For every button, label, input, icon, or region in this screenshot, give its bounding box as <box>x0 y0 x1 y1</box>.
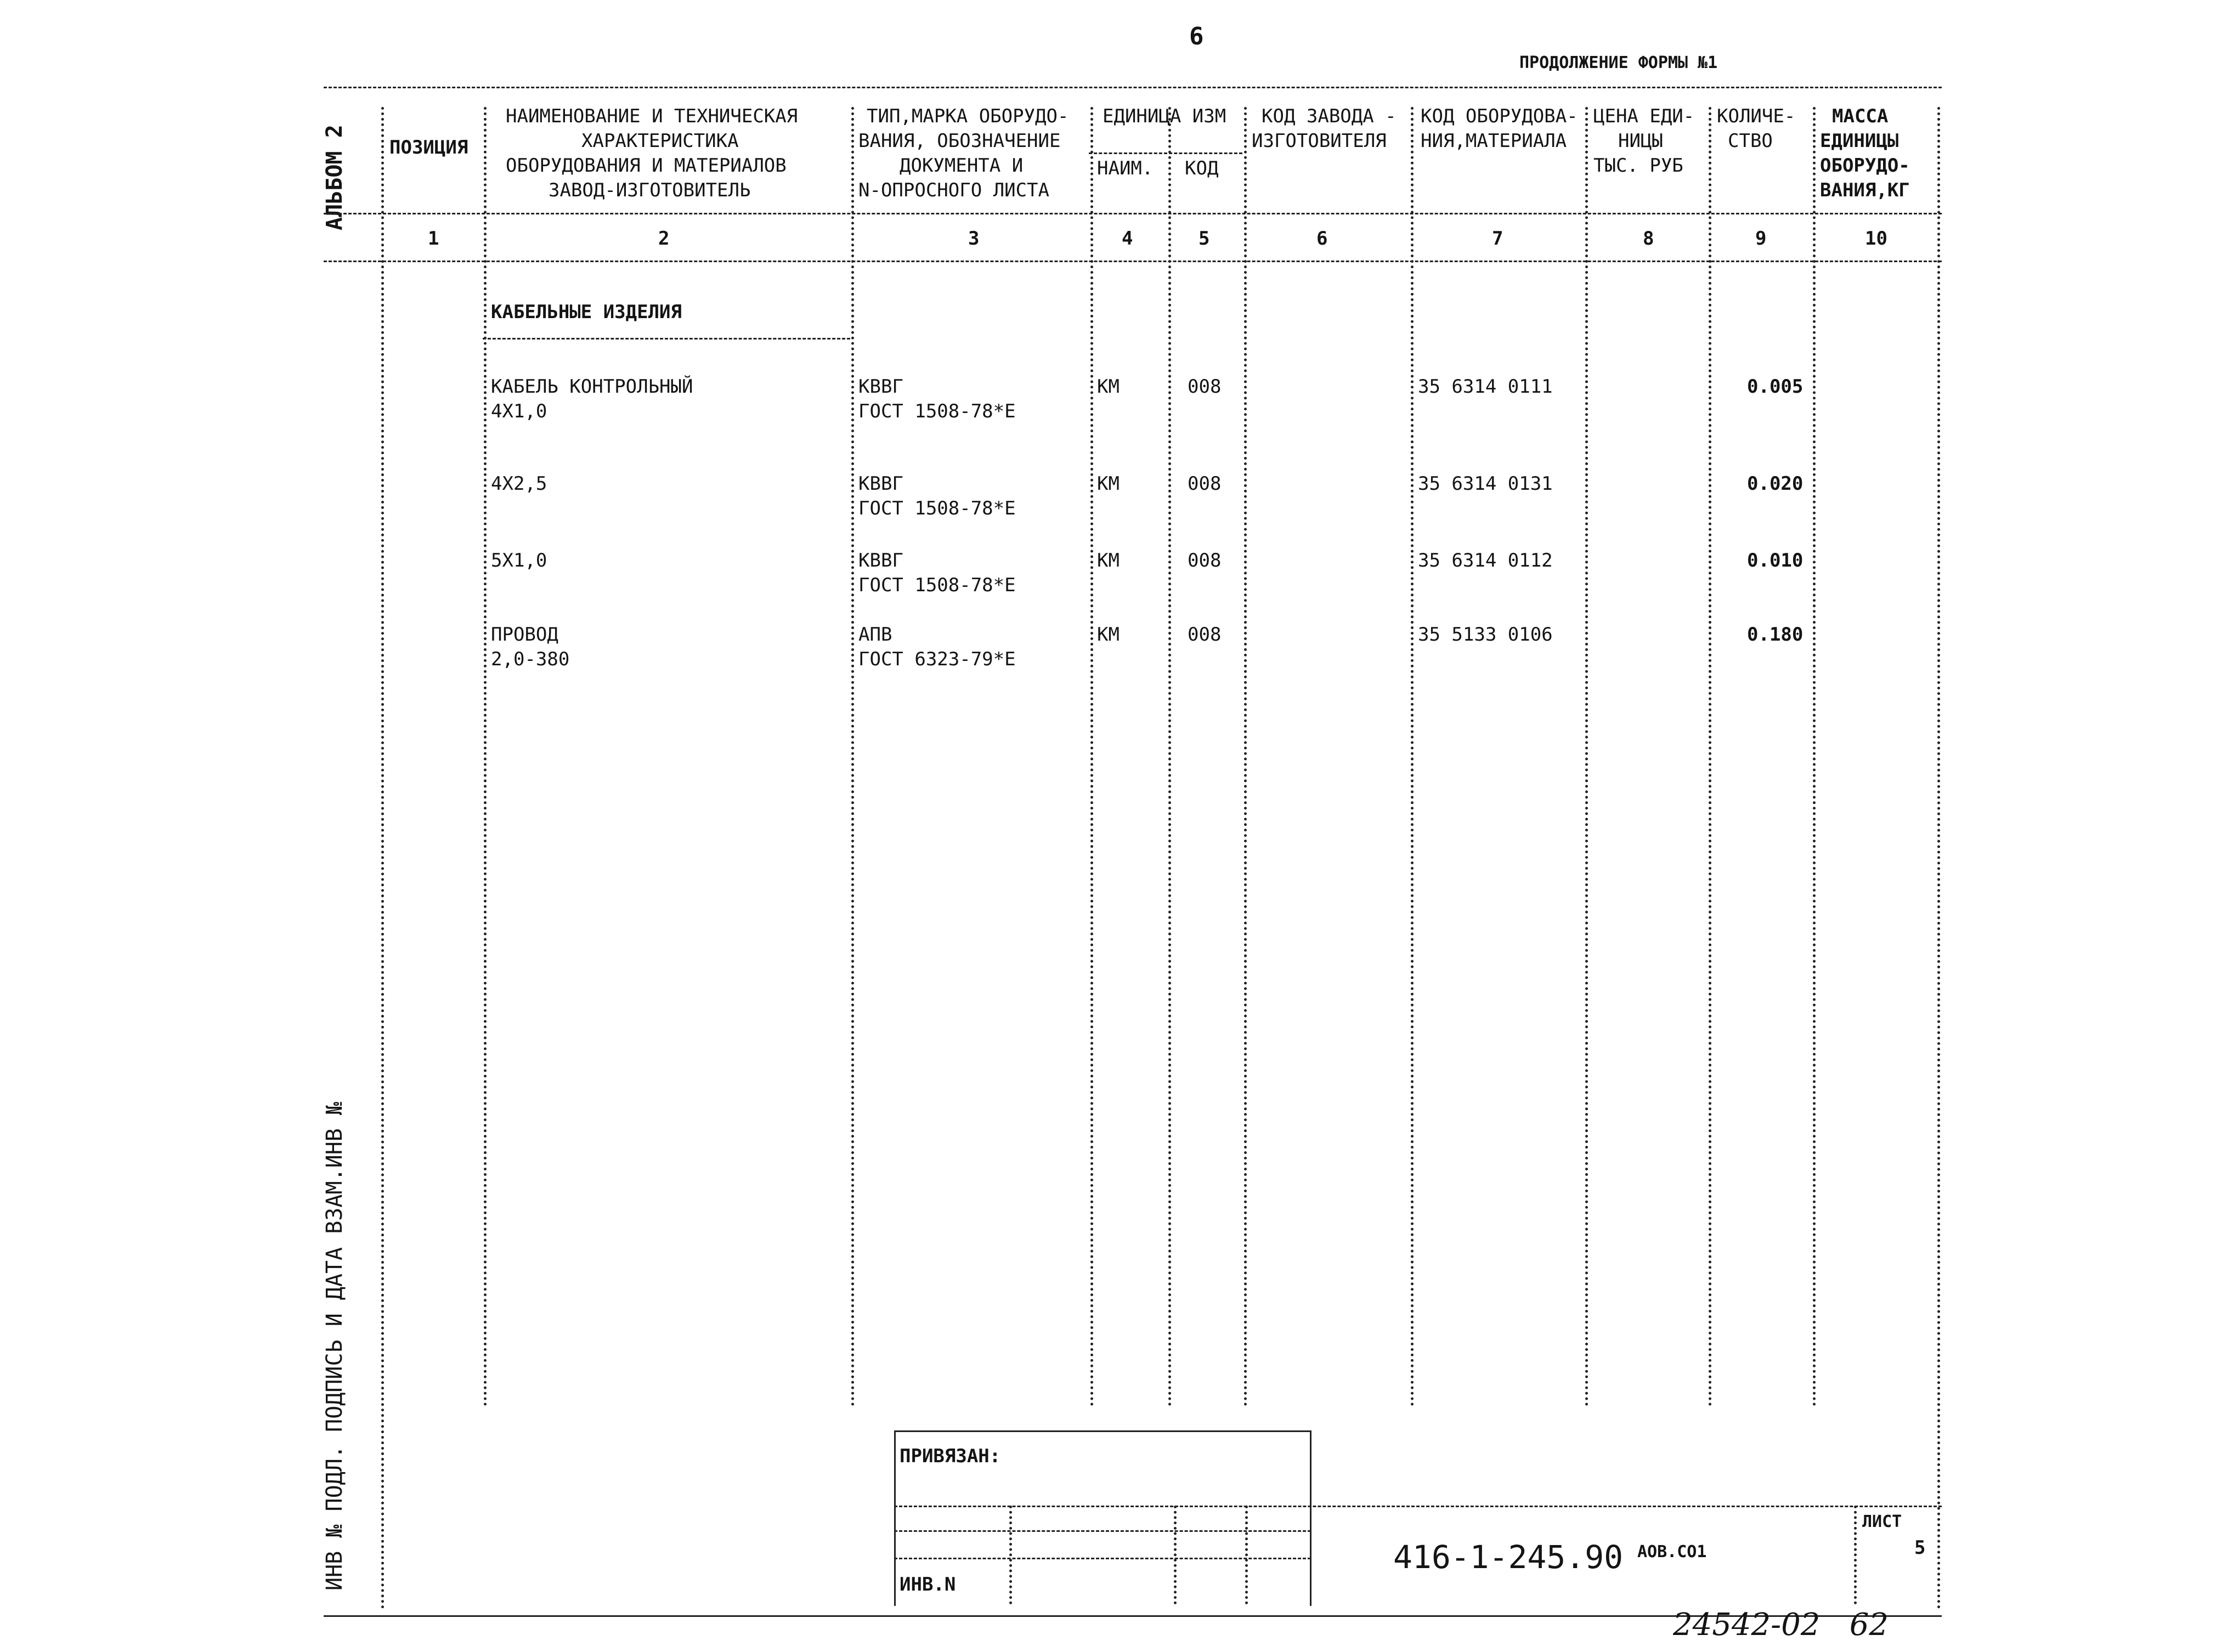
item-unit: КМ <box>1097 624 1120 646</box>
stamp-row-rule <box>894 1558 1311 1559</box>
item-quantity: 0.010 <box>1747 550 1804 572</box>
item-name-detail: 4Х1,0 <box>491 400 547 422</box>
header-col8-line2: НИЦЫ <box>1618 130 1663 152</box>
header-col5: КОД <box>1185 157 1219 179</box>
header-col6-line2: ИЗГОТОВИТЕЛЯ <box>1252 130 1387 152</box>
column-number: 8 <box>1643 228 1654 250</box>
header-col1: ПОЗИЦИЯ <box>389 137 468 159</box>
inventory-number-label: ИНВ.N <box>900 1574 956 1596</box>
column-number: 7 <box>1492 228 1503 250</box>
item-type: КВВГ <box>858 473 903 495</box>
page-number: 6 <box>1189 22 1204 50</box>
item-material-code: 35 5133 0106 <box>1418 624 1553 646</box>
col-sep-left <box>381 107 384 1610</box>
item-name: 5Х1,0 <box>491 550 547 572</box>
col-sep-1 <box>484 107 487 1407</box>
col-sep-7 <box>1585 107 1588 1407</box>
column-number: 1 <box>428 228 439 250</box>
header-col10-line2: ЕДИНИЦЫ <box>1820 130 1899 152</box>
item-unit: КМ <box>1097 473 1120 495</box>
item-name: 4Х2,5 <box>491 473 547 495</box>
header-col2-line3: ОБОРУДОВАНИЯ И МАТЕРИАЛОВ <box>506 155 787 177</box>
col-sep-9 <box>1813 107 1816 1407</box>
item-document: ГОСТ 1508-78*Е <box>858 574 1016 596</box>
stamp-cell-divider <box>1009 1506 1012 1604</box>
header-col9-line2: СТВО <box>1728 130 1773 152</box>
item-material-code: 35 6314 0131 <box>1418 473 1553 495</box>
item-unit: КМ <box>1097 550 1120 572</box>
item-unit-code: 008 <box>1188 550 1222 572</box>
stamp-top-rule <box>894 1430 1311 1432</box>
column-number: 5 <box>1199 228 1210 250</box>
header-col6-line1: КОД ЗАВОДА - <box>1262 105 1397 127</box>
header-bottom-rule <box>324 261 1942 262</box>
stamp-cell-divider <box>1174 1506 1177 1604</box>
column-number: 2 <box>658 228 670 250</box>
item-document: ГОСТ 1508-78*Е <box>858 400 1016 422</box>
header-col2-line4: ЗАВОД-ИЗГОТОВИТЕЛЬ <box>549 179 751 201</box>
item-unit-code: 008 <box>1188 376 1222 398</box>
item-type: АПВ <box>858 624 892 646</box>
column-number: 10 <box>1865 228 1887 250</box>
continuation-title: ПРОДОЛЖЕНИЕ ФОРМЫ №1 <box>1519 53 1718 72</box>
side-album-label: АЛЬБОМ 2 <box>322 125 347 230</box>
item-quantity: 0.005 <box>1747 376 1804 398</box>
column-number: 3 <box>968 228 980 250</box>
item-quantity: 0.020 <box>1747 473 1804 495</box>
header-col2-line2: ХАРАКТЕРИСТИКА <box>581 130 739 152</box>
item-quantity: 0.180 <box>1747 624 1804 646</box>
header-numbers-rule <box>324 213 1942 214</box>
col-sep-8 <box>1709 107 1711 1407</box>
item-name: ПРОВОД <box>491 624 558 646</box>
side-stamp-label: ИНВ № ПОДЛ. ПОДПИСЬ И ДАТА ВЗАМ.ИНВ № <box>322 1101 347 1591</box>
album-code: АОВ.СО1 <box>1637 1542 1707 1562</box>
column-number: 9 <box>1755 228 1767 250</box>
unit-group-rule <box>1089 152 1242 154</box>
item-document: ГОСТ 1508-78*Е <box>858 497 1016 519</box>
stamp-left-edge <box>894 1430 896 1606</box>
header-col10-line1: МАССА <box>1832 105 1889 127</box>
sheet-label: ЛИСТ <box>1862 1512 1902 1531</box>
header-col8-line3: ТЫС. РУБ <box>1593 155 1683 177</box>
col-sep-right <box>1937 107 1940 1610</box>
col-sep-2 <box>851 107 854 1407</box>
section-underline <box>483 338 850 340</box>
header-col8-line1: ЦЕНА ЕДИ- <box>1593 105 1695 127</box>
header-col7-line2: НИЯ,МАТЕРИАЛА <box>1421 130 1567 152</box>
item-unit-code: 008 <box>1188 624 1222 646</box>
header-col3-line4: N-ОПРОСНОГО ЛИСТА <box>858 179 1049 201</box>
col-sep-5 <box>1244 107 1247 1407</box>
stamp-right-edge <box>1310 1430 1311 1606</box>
stamp-row-rule <box>894 1506 1942 1507</box>
item-material-code: 35 6314 0111 <box>1418 376 1553 398</box>
project-code: 416-1-245.90 <box>1393 1538 1624 1576</box>
stamp-row-rule <box>894 1530 1311 1532</box>
header-col3-line3: ДОКУМЕНТА И <box>900 155 1024 177</box>
header-top-rule <box>324 87 1942 88</box>
item-unit-code: 008 <box>1188 473 1222 495</box>
item-unit: КМ <box>1097 376 1120 398</box>
handwritten-archive-number: 24542-02 62 <box>1673 1607 1889 1643</box>
header-unit-group: ЕДИНИЦА ИЗМ <box>1103 105 1226 127</box>
item-type: КВВГ <box>858 376 903 398</box>
header-col3-line2: ВАНИЯ, ОБОЗНАЧЕНИЕ <box>858 130 1061 152</box>
item-material-code: 35 6314 0112 <box>1418 550 1553 572</box>
col-sep-6 <box>1411 107 1414 1407</box>
item-type: КВВГ <box>858 550 903 572</box>
header-col4: НАИМ. <box>1097 157 1154 179</box>
stamp-cell-divider <box>1245 1506 1248 1604</box>
header-col9-line1: КОЛИЧЕ- <box>1717 105 1796 127</box>
column-number: 6 <box>1316 228 1328 250</box>
privyazan-label: ПРИВЯЗАН: <box>900 1445 1001 1467</box>
item-name: КАБЕЛЬ КОНТРОЛЬНЫЙ <box>491 376 693 398</box>
header-col2-line1: НАИМЕНОВАНИЕ И ТЕХНИЧЕСКАЯ <box>506 105 798 127</box>
sheet-number: 5 <box>1914 1537 1926 1559</box>
column-number: 4 <box>1122 228 1133 250</box>
header-col10-line3: ОБОРУДО- <box>1820 155 1910 177</box>
item-name-detail: 2,0-380 <box>491 648 570 670</box>
stamp-cell-divider <box>1854 1506 1857 1604</box>
section-title: КАБЕЛЬНЫЕ ИЗДЕЛИЯ <box>491 301 682 323</box>
header-col3-line1: ТИП,МАРКА ОБОРУДО- <box>867 105 1069 127</box>
col-sep-4 <box>1168 107 1171 1407</box>
header-col10-line4: ВАНИЯ,КГ <box>1820 179 1910 201</box>
item-document: ГОСТ 6323-79*Е <box>858 648 1016 670</box>
header-col7-line1: КОД ОБОРУДОВА- <box>1421 105 1578 127</box>
col-sep-3 <box>1090 107 1093 1407</box>
